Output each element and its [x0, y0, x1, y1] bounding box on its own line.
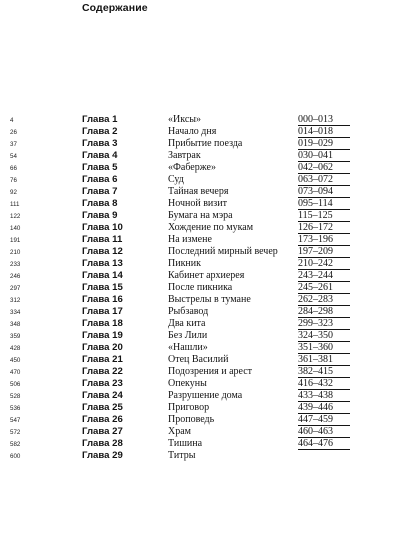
toc-chapter-label: Глава 28 — [82, 438, 123, 450]
toc-page-number: 191 — [10, 237, 21, 245]
toc-page-range: 063–072 — [298, 174, 350, 186]
toc-chapter-label: Глава 24 — [82, 390, 123, 402]
toc-chapter-title: Хождение по мукам — [168, 222, 254, 234]
toc-chapter-title: Кабинет архиерея — [168, 270, 245, 282]
toc-chapter-label: Глава 23 — [82, 378, 123, 390]
toc-page-number: 547 — [10, 417, 21, 425]
toc-chapter-label: Глава 25 — [82, 402, 123, 414]
toc-row — [0, 282, 410, 294]
toc-row — [0, 270, 410, 282]
toc-row — [0, 402, 410, 414]
toc-page-range: 299–323 — [298, 318, 350, 330]
toc-chapter-title: Завтрак — [168, 150, 201, 162]
toc-page-range: 126–172 — [298, 222, 350, 234]
toc-chapter-title: «Нашли» — [168, 342, 208, 354]
toc-page-range: 243–244 — [298, 270, 350, 282]
toc-page-number: 450 — [10, 357, 21, 365]
toc-chapter-label: Глава 21 — [82, 354, 123, 366]
toc-page-range: 030–041 — [298, 150, 350, 162]
toc-page-number: 334 — [10, 309, 21, 317]
toc-page-number: 66 — [10, 165, 17, 173]
toc-chapter-label: Глава 20 — [82, 342, 123, 354]
toc-chapter-label: Глава 2 — [82, 126, 118, 138]
toc-page-range: 115–125 — [298, 210, 350, 222]
toc-page-range: 019–029 — [298, 138, 350, 150]
toc-page-number: 210 — [10, 249, 21, 257]
toc-chapter-title: Последний мирный вечер — [168, 246, 278, 258]
toc-page-number: 428 — [10, 345, 21, 353]
toc-row — [0, 198, 410, 210]
toc-chapter-title: После пикника — [168, 282, 233, 294]
toc-row — [0, 318, 410, 330]
toc-chapter-label: Глава 9 — [82, 210, 118, 222]
toc-chapter-label: Глава 27 — [82, 426, 123, 438]
toc-chapter-label: Глава 17 — [82, 306, 123, 318]
toc-page-range: 042–062 — [298, 162, 350, 174]
toc-chapter-title: Начало дня — [168, 126, 217, 138]
toc-chapter-title: Ночной визит — [168, 198, 227, 210]
toc-chapter-title: Тишина — [168, 438, 203, 450]
toc-chapter-title: Подозрения и арест — [168, 366, 252, 378]
toc-row — [0, 354, 410, 366]
toc-page-range: 460–463 — [298, 426, 350, 438]
toc-page-range: 095–114 — [298, 198, 350, 210]
toc-chapter-label: Глава 11 — [82, 234, 123, 246]
toc-page-range: 382–415 — [298, 366, 350, 378]
toc-page-range: 351–360 — [298, 342, 350, 354]
toc-page-number: 312 — [10, 297, 21, 305]
toc-chapter-title: Суд — [168, 174, 184, 186]
toc-chapter-label: Глава 15 — [82, 282, 123, 294]
toc-row — [0, 330, 410, 342]
toc-row — [0, 186, 410, 198]
toc-row — [0, 114, 410, 126]
toc-row — [0, 138, 410, 150]
toc-row — [0, 210, 410, 222]
toc-chapter-title: Прибытие поезда — [168, 138, 243, 150]
toc-row — [0, 258, 410, 270]
toc-chapter-label: Глава 29 — [82, 450, 123, 462]
toc-page-range: 000–013 — [298, 114, 350, 126]
toc-row — [0, 294, 410, 306]
toc-page-number: 506 — [10, 381, 21, 389]
toc-row — [0, 366, 410, 378]
toc-chapter-title: «Фаберже» — [168, 162, 216, 174]
toc-chapter-label: Глава 18 — [82, 318, 123, 330]
toc-page-range: 433–438 — [298, 390, 350, 402]
toc-page-number: 572 — [10, 429, 21, 437]
toc-chapter-label: Глава 6 — [82, 174, 118, 186]
toc-chapter-title: «Иксы» — [168, 114, 201, 125]
toc-page-number: 4 — [10, 117, 14, 124]
toc-page-range: 439–446 — [298, 402, 350, 414]
toc-chapter-label: Глава 22 — [82, 366, 123, 378]
toc-page-number: 246 — [10, 273, 21, 281]
toc-page-range: 245–261 — [298, 282, 350, 294]
toc-page-number: 54 — [10, 153, 17, 161]
toc-chapter-label: Глава 12 — [82, 246, 123, 258]
toc-page-range: 197–209 — [298, 246, 350, 258]
toc-chapter-title: Разрушение дома — [168, 390, 243, 402]
toc-page-range: 447–459 — [298, 414, 350, 426]
toc-chapter-title: Тайная вечеря — [168, 186, 229, 198]
toc-chapter-label: Глава 26 — [82, 414, 123, 426]
toc-page-number: 122 — [10, 213, 21, 221]
toc-chapter-title: Бумага на мэра — [168, 210, 233, 222]
toc-chapter-title: Проповедь — [168, 414, 215, 426]
toc-page-number: 297 — [10, 285, 21, 293]
toc-page-number: 140 — [10, 225, 21, 233]
toc-page-number: 233 — [10, 261, 21, 269]
toc-page-range: 361–381 — [298, 354, 350, 366]
toc-chapter-label: Глава 19 — [82, 330, 123, 342]
toc-page-number: 582 — [10, 441, 21, 449]
toc-page-range: 173–196 — [298, 234, 350, 246]
toc-row — [0, 126, 410, 138]
toc-row — [0, 426, 410, 438]
toc-row — [0, 174, 410, 186]
toc-row — [0, 162, 410, 174]
toc-chapter-label: Глава 3 — [82, 138, 118, 150]
toc-chapter-label: Глава 1 — [82, 114, 118, 125]
toc-page-number: 348 — [10, 321, 21, 329]
toc-page-range: 262–283 — [298, 294, 350, 306]
toc-chapter-label: Глава 16 — [82, 294, 123, 306]
toc-chapter-title: На измене — [168, 234, 212, 246]
toc-row — [0, 450, 410, 462]
toc-chapter-label: Глава 14 — [82, 270, 123, 282]
toc-row — [0, 246, 410, 258]
toc-chapter-title: Рыбзавод — [168, 306, 209, 318]
page-title: Содержание — [82, 2, 148, 14]
toc-page-range: 416–432 — [298, 378, 350, 390]
toc-page-number: 528 — [10, 393, 21, 401]
table-of-contents — [0, 114, 410, 462]
toc-chapter-label: Глава 8 — [82, 198, 118, 210]
toc-row — [0, 222, 410, 234]
toc-row — [0, 438, 410, 450]
toc-page-number: 76 — [10, 177, 17, 185]
toc-row — [0, 414, 410, 426]
toc-chapter-title: Опекуны — [168, 378, 207, 390]
toc-page-range: 464–476 — [298, 438, 350, 450]
toc-chapter-title: Приговор — [168, 402, 210, 414]
toc-row — [0, 306, 410, 318]
toc-page-range: 014–018 — [298, 126, 350, 138]
toc-row — [0, 150, 410, 162]
toc-chapter-title: Выстрелы в тумане — [168, 294, 251, 306]
toc-chapter-title: Храм — [168, 426, 191, 438]
toc-row — [0, 342, 410, 354]
toc-chapter-label: Глава 13 — [82, 258, 123, 270]
toc-page-number: 26 — [10, 129, 17, 137]
toc-chapter-label: Глава 4 — [82, 150, 118, 162]
toc-row — [0, 378, 410, 390]
toc-chapter-label: Глава 10 — [82, 222, 123, 234]
toc-chapter-title: Без Лили — [168, 330, 208, 342]
toc-page-number: 37 — [10, 141, 17, 149]
toc-chapter-label: Глава 7 — [82, 186, 118, 198]
toc-page-number: 470 — [10, 369, 21, 377]
toc-chapter-label: Глава 5 — [82, 162, 118, 174]
toc-page-range: 284–298 — [298, 306, 350, 318]
toc-page-number: 92 — [10, 189, 17, 197]
toc-page-number: 600 — [10, 453, 21, 461]
toc-chapter-title: Пикник — [168, 258, 201, 270]
toc-chapter-title: Титры — [168, 450, 196, 462]
toc-chapter-title: Отец Василий — [168, 354, 229, 366]
toc-page-number: 359 — [10, 333, 21, 341]
toc-row — [0, 234, 410, 246]
toc-chapter-title: Два кита — [168, 318, 206, 330]
toc-page-number: 111 — [10, 201, 20, 209]
toc-page-range: 324–350 — [298, 330, 350, 342]
toc-page-number: 536 — [10, 405, 21, 413]
toc-row — [0, 390, 410, 402]
toc-page-range: 210–242 — [298, 258, 350, 270]
toc-page-range: 073–094 — [298, 186, 350, 198]
